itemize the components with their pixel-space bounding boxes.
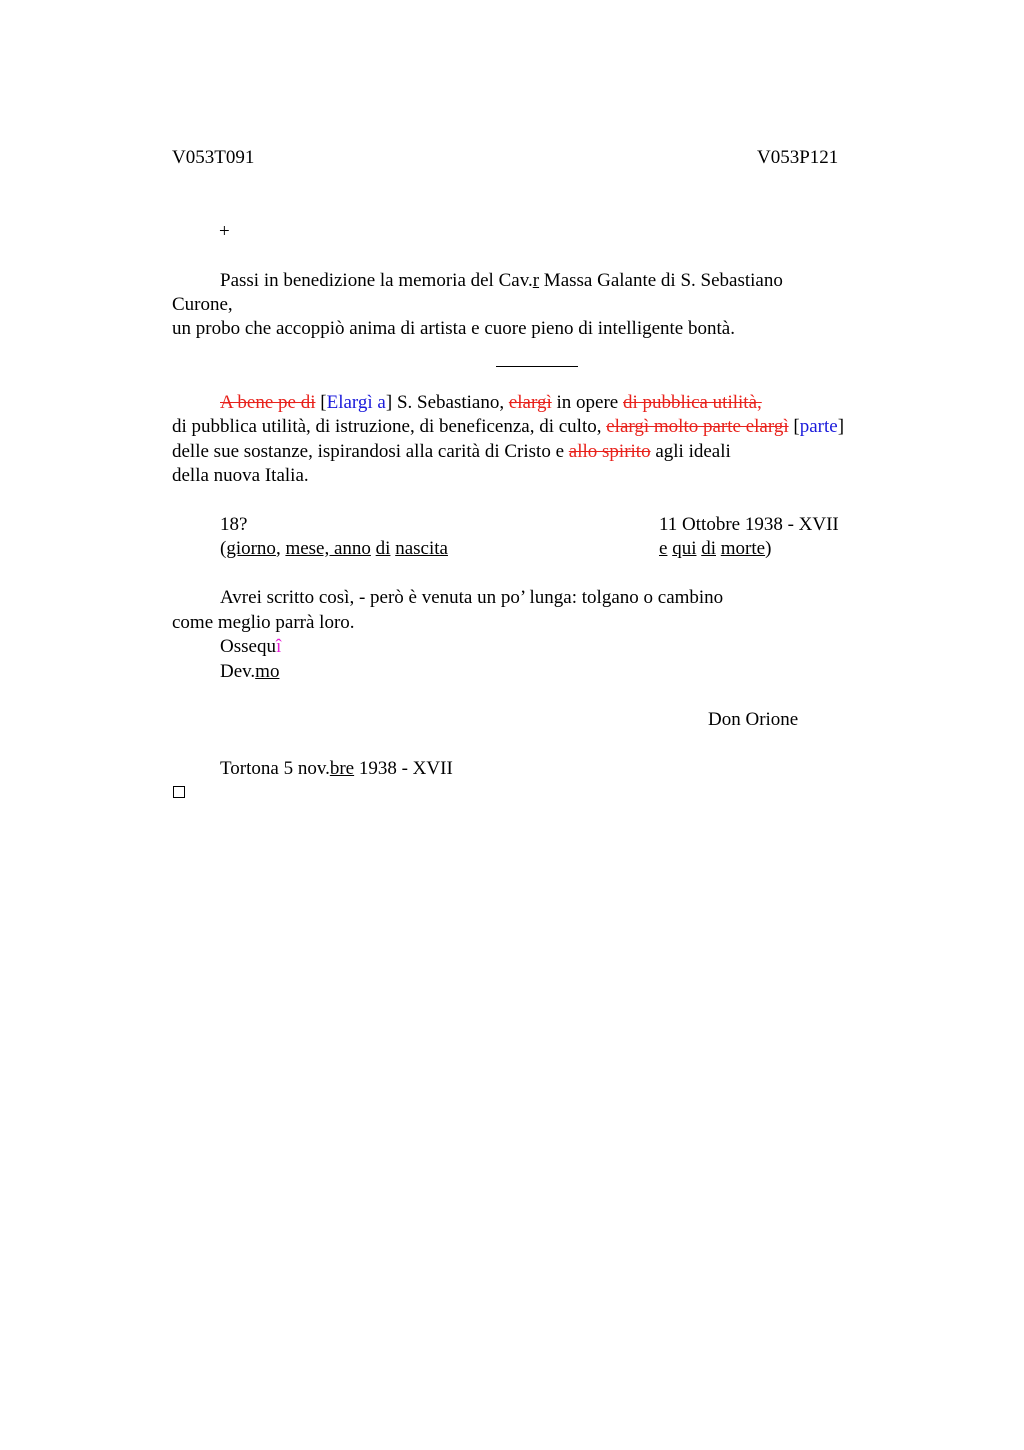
deletion: allo spirito [568, 441, 651, 462]
p1-superscript-r: r [532, 270, 540, 291]
underlined-word: nascita [395, 538, 448, 559]
text: S. Sebastiano, [392, 392, 509, 413]
bracket: ] [385, 392, 393, 413]
text: 1938 - XVII [354, 758, 453, 779]
underlined-word: di [701, 538, 716, 559]
deletion: elargì molto parte elargì [606, 416, 789, 437]
separator-line [496, 366, 578, 367]
bracket: [ [315, 392, 327, 413]
text: di pubblica utilità, di istruzione, di beneficenza, di culto, [172, 416, 607, 437]
underlined-word: qui [672, 538, 697, 559]
text: agli ideali [650, 441, 731, 462]
p1-text-c: Massa Galante di S. Sebastiano [539, 270, 783, 291]
p2-line1 [220, 391, 762, 415]
text: , [275, 538, 286, 559]
deletion: elargì [508, 392, 552, 413]
text: ) [765, 538, 772, 559]
text: Dev. [220, 661, 256, 682]
p3-line2: come meglio parrà loro. [172, 612, 355, 633]
underlined-word: giorno [226, 538, 276, 559]
underlined-word: mese, anno [285, 538, 371, 559]
p3-line1: Avrei scritto così, - però è venuta un po’ lunga: tolgano o cambino [220, 587, 724, 608]
text: ( [220, 538, 227, 559]
text: Tortona 5 nov. [220, 758, 330, 779]
place-date [220, 757, 453, 781]
insertion: parte [799, 416, 838, 437]
death-caption [659, 537, 771, 561]
text: in opere [551, 392, 623, 413]
header-left-code: V053T091 [172, 147, 255, 168]
cross-symbol: + [219, 221, 230, 242]
death-date: 11 Ottobre 1938 - XVII [659, 514, 839, 535]
p1-line3: un probo che accoppiò anima di artista e cuore pieno di intelligente bontà. [172, 318, 735, 339]
ossequi [220, 635, 281, 659]
bracket: [ [788, 416, 800, 437]
signature: Don Orione [708, 709, 799, 730]
editorial-mark: î [275, 636, 282, 657]
p1-text-a: Passi in benedizione la memoria del Cav. [220, 270, 533, 291]
underlined-word: bre [329, 758, 355, 779]
birth-date: 18? [220, 514, 248, 535]
birth-caption [220, 537, 448, 561]
underlined-word: morte [720, 538, 766, 559]
deletion: A bene pe di [220, 392, 316, 413]
checkbox-square-icon [173, 786, 185, 798]
p1-line2: Curone, [172, 294, 233, 315]
devotissimo [220, 660, 279, 684]
p2-line3 [172, 440, 731, 464]
text: Ossequ [220, 636, 276, 657]
underlined-word: di [375, 538, 391, 559]
deletion: di pubblica utilità, [622, 392, 762, 413]
insertion: Elargì a [326, 392, 386, 413]
p1-line1 [220, 269, 783, 293]
p2-line2 [172, 415, 844, 439]
header-right-code: V053P121 [757, 147, 839, 168]
underlined-word: mo [255, 661, 280, 682]
text: delle sue sostanze, ispirandosi alla carità di Cristo e [172, 441, 569, 462]
underlined-word: e [659, 538, 668, 559]
p2-line4: della nuova Italia. [172, 465, 309, 486]
bracket: ] [837, 416, 845, 437]
